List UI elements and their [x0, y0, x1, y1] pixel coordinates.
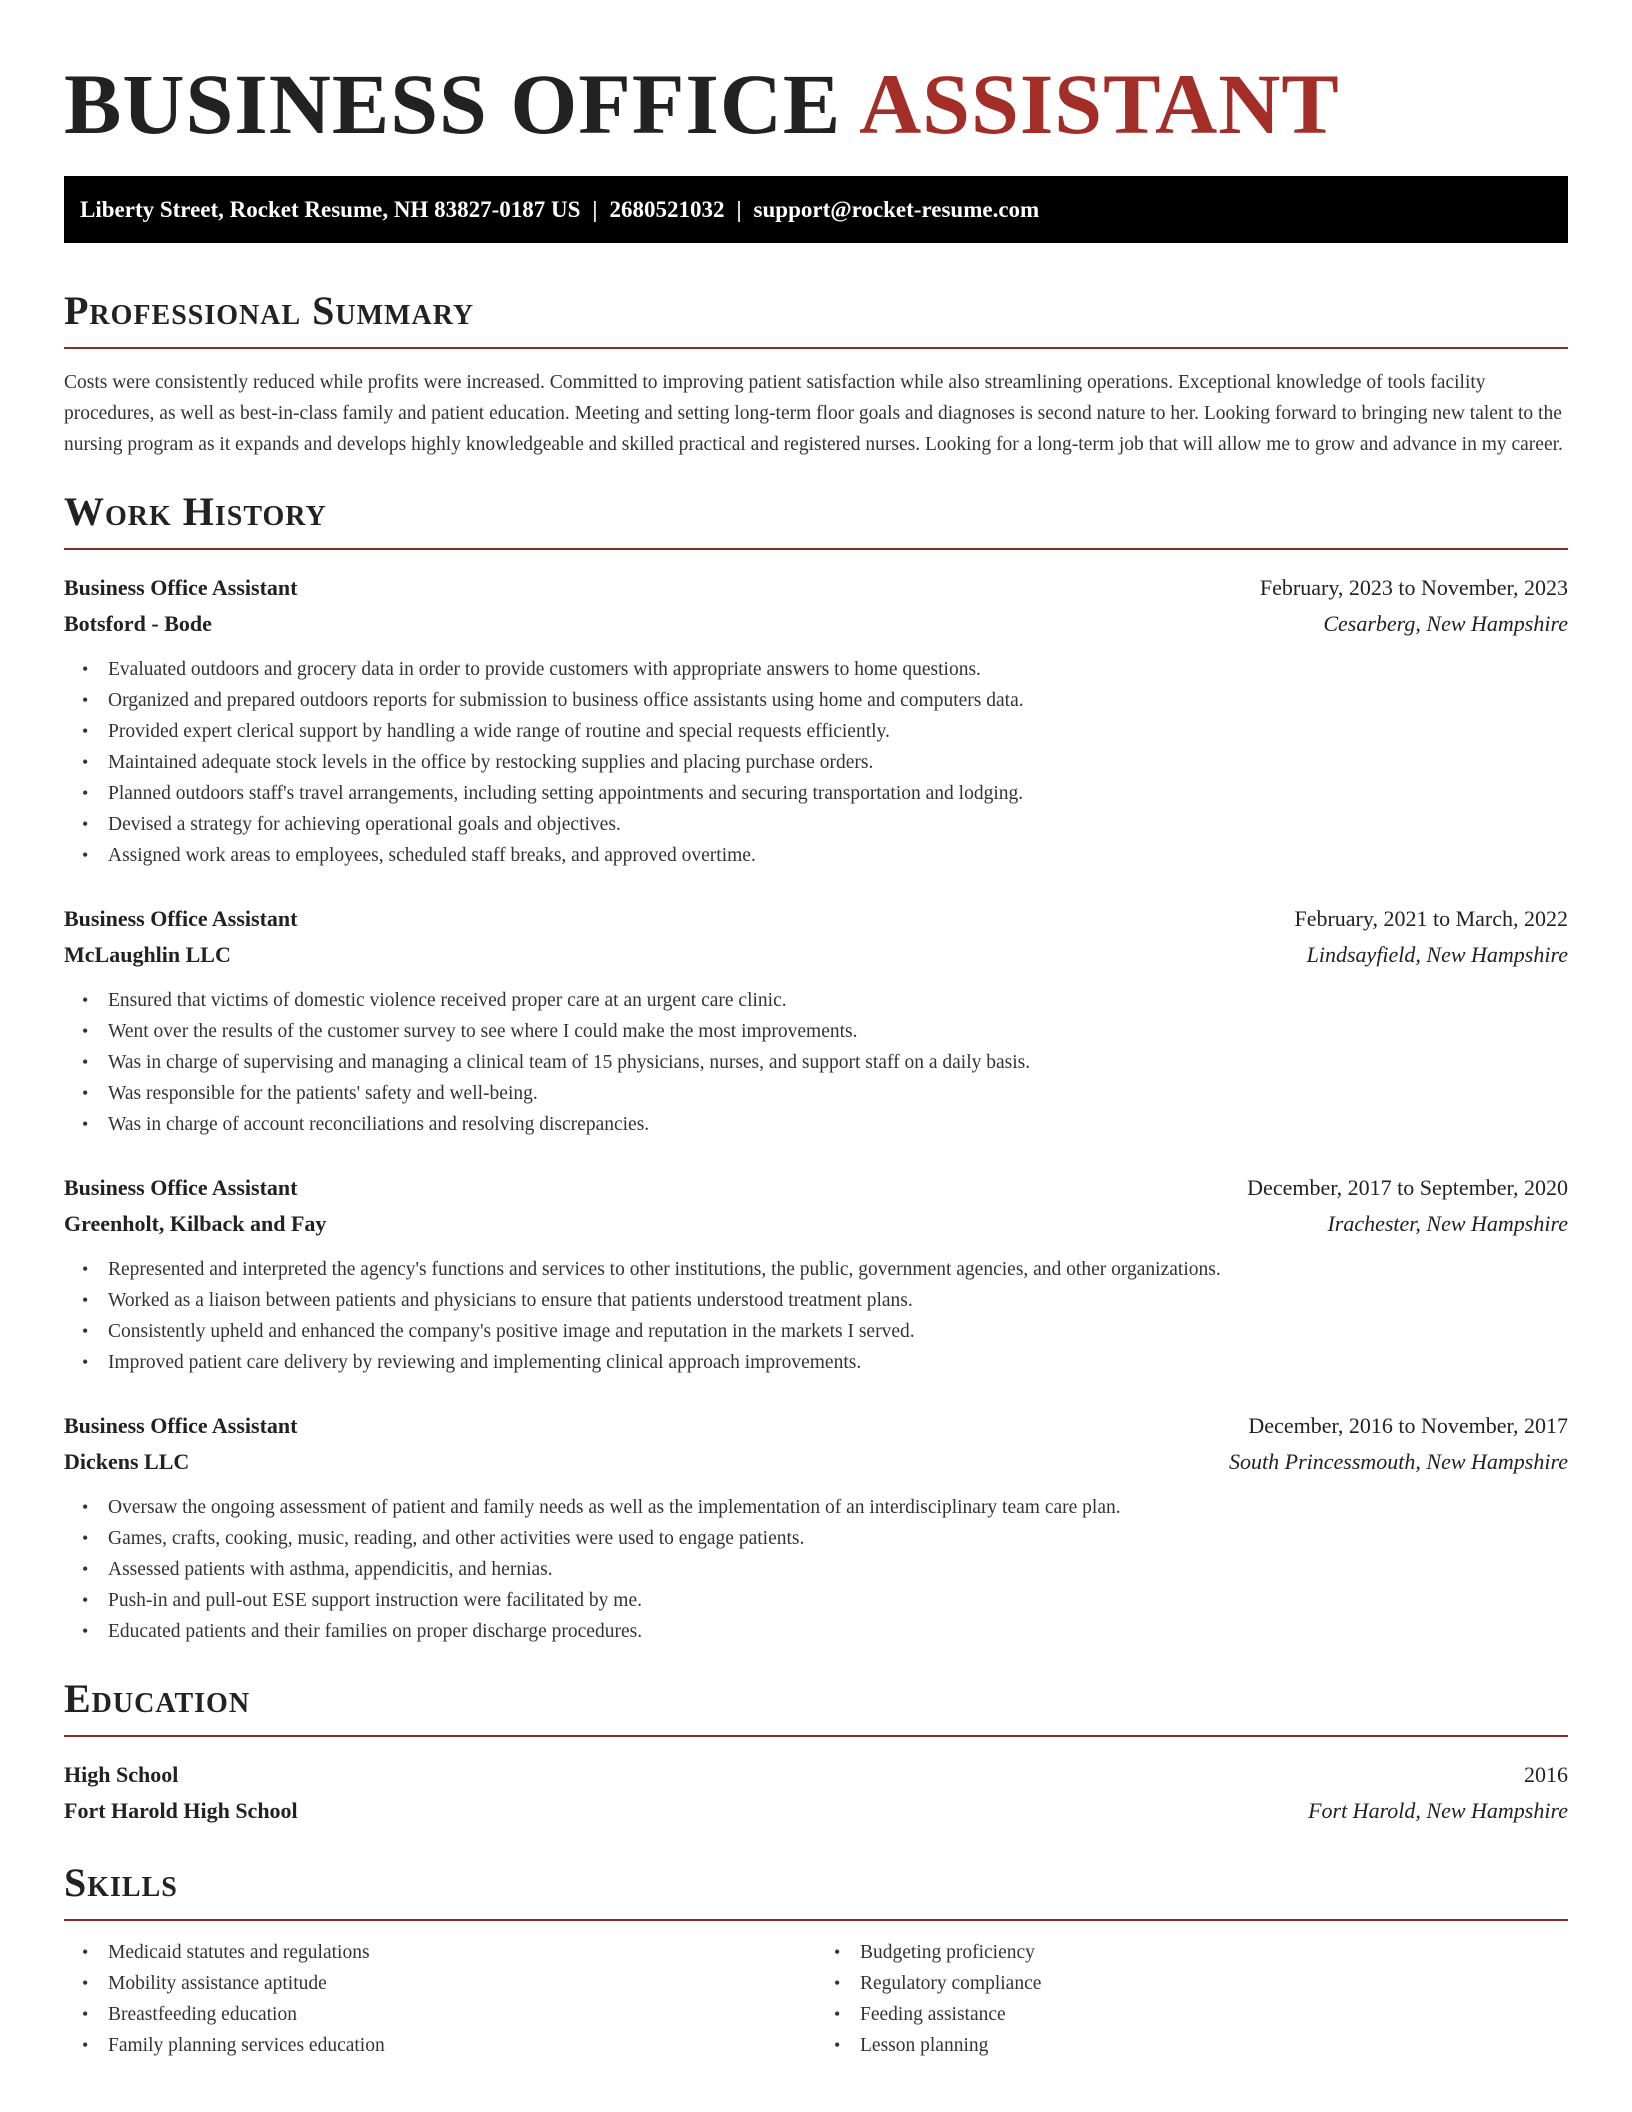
summary-text: Costs were consistently reduced while profits were increased. Committed to improving patient satisfaction while also streamlining operations. Exceptional knowledge of tools facility procedures, as well as best-in-class family and patient education. Meeting and setting long-term floor goals and diagnoses is second nature to her. Looking forward to bringing new talent to the nursing program as it expands and develops highly knowledgeable and skilled practical and registered nurses. Looking for a long-term job that will allow me to grow and advance in my career.: [64, 372, 1563, 455]
bullet-dot-icon: •: [82, 814, 89, 834]
education-location: Fort Harold, New Hampshire: [1308, 1798, 1568, 1823]
bullet-item: [82, 985, 1568, 1016]
bullet-text: Went over the results of the customer survey to see where I could make the most improvements.: [108, 1021, 858, 1042]
bullet-text: Breastfeeding education: [108, 2004, 297, 2025]
bullet-dot-icon: •: [834, 2035, 841, 2055]
bullet-text: Organized and prepared outdoors reports for submission to business office assistants using home and computers data.: [108, 690, 1024, 711]
bullet-text: Assigned work areas to employees, scheduled staff breaks, and approved overtime.: [108, 845, 756, 866]
skills-grid: [64, 1937, 1568, 2061]
bullet-item: [82, 1616, 1568, 1647]
bullet-item: [82, 778, 1568, 809]
bullet-item: [82, 1347, 1568, 1378]
job-location: Irachester, New Hampshire: [1327, 1211, 1568, 1236]
contact-bar: [64, 176, 1568, 243]
job-duties-list: [64, 1492, 1568, 1647]
job-company: Greenholt, Kilback and Fay: [64, 1211, 327, 1236]
job-title: Business Office Assistant: [64, 1413, 298, 1438]
bullet-dot-icon: •: [82, 1083, 89, 1103]
job-company: Botsford - Bode: [64, 611, 212, 636]
bullet-text: Push-in and pull-out ESE support instruction were facilitated by me.: [108, 1590, 642, 1611]
bullet-dot-icon: •: [82, 1352, 89, 1372]
job-header-row: [64, 1408, 1568, 1444]
name-part-dark: BUSINESS OFFICE: [64, 56, 842, 152]
bullet-item: [82, 1968, 816, 1999]
education-degree: High School: [64, 1762, 179, 1787]
bullet-item: [82, 654, 1568, 685]
job-location: South Princessmouth, New Hampshire: [1229, 1449, 1568, 1474]
job-title: Business Office Assistant: [64, 906, 298, 931]
job-entry: [64, 570, 1568, 871]
bullet-item: [82, 1316, 1568, 1347]
section-divider: [64, 1919, 1568, 1921]
bullet-item: [82, 1047, 1568, 1078]
bullet-item: [82, 809, 1568, 840]
job-dates: December, 2016 to November, 2017: [1248, 1413, 1568, 1438]
bullet-dot-icon: •: [82, 659, 89, 679]
name-part-accent: ASSISTANT: [859, 56, 1340, 152]
job-location: Cesarberg, New Hampshire: [1323, 611, 1568, 636]
bullet-item: [82, 716, 1568, 747]
section-divider: [64, 548, 1568, 550]
summary-heading: Professional Summary: [64, 288, 475, 333]
bullet-text: Oversaw the ongoing assessment of patient and family needs as well as the implementation of an interdisciplinary team care plan.: [108, 1497, 1121, 1518]
bullet-dot-icon: •: [82, 1528, 89, 1548]
education-year: 2016: [1524, 1762, 1568, 1787]
education-school: Fort Harold High School: [64, 1798, 298, 1823]
education-row: [64, 1757, 1568, 1793]
bullet-dot-icon: •: [82, 1052, 89, 1072]
bullet-item: [82, 2030, 816, 2061]
bullet-dot-icon: •: [82, 1497, 89, 1517]
job-duties-list: [64, 1254, 1568, 1378]
bullet-item: [82, 685, 1568, 716]
job-company: McLaughlin LLC: [64, 942, 231, 967]
contact-address: Liberty Street, Rocket Resume, NH 83827-0187 US: [80, 196, 581, 222]
education-heading: Education: [64, 1676, 251, 1721]
bullet-item: [82, 1016, 1568, 1047]
contact-phone: 2680521032: [609, 196, 725, 222]
bullet-text: Planned outdoors staff's travel arrangements, including setting appointments and securing transportation and lodging.: [108, 783, 1024, 804]
bullet-dot-icon: •: [82, 1590, 89, 1610]
job-header-row: [64, 570, 1568, 606]
bullet-item: [82, 1585, 1568, 1616]
bullet-dot-icon: •: [82, 1259, 89, 1279]
job-duties-list: [64, 985, 1568, 1140]
bullet-dot-icon: •: [82, 721, 89, 741]
bullet-dot-icon: •: [82, 845, 89, 865]
bullet-text: Provided expert clerical support by handling a wide range of routine and special requests efficiently.: [108, 721, 890, 742]
bullet-text: Feeding assistance: [860, 2004, 1006, 2025]
bullet-dot-icon: •: [82, 1621, 89, 1641]
bullet-text: Ensured that victims of domestic violence received proper care at an urgent care clinic.: [108, 990, 787, 1011]
job-dates: February, 2021 to March, 2022: [1294, 906, 1568, 931]
bullet-dot-icon: •: [82, 990, 89, 1010]
education-entry: [64, 1757, 1568, 1829]
bullet-dot-icon: •: [82, 1559, 89, 1579]
bullet-dot-icon: •: [82, 2035, 89, 2055]
bullet-text: Family planning services education: [108, 2035, 385, 2056]
bullet-text: Educated patients and their families on proper discharge procedures.: [108, 1621, 643, 1642]
bullet-item: [82, 1492, 1568, 1523]
bullet-item: [82, 1254, 1568, 1285]
work-history-list: [64, 570, 1568, 1647]
job-entry: [64, 901, 1568, 1140]
resume-name: [64, 54, 1568, 154]
bullet-dot-icon: •: [834, 2004, 841, 2024]
bullet-text: Maintained adequate stock levels in the office by restocking supplies and placing purchase orders.: [108, 752, 874, 773]
bullet-text: Lesson planning: [860, 2035, 989, 2056]
bullet-text: Worked as a liaison between patients and physicians to ensure that patients understood treatment plans.: [108, 1290, 913, 1311]
work-history-heading: Work History: [64, 489, 327, 534]
bullet-dot-icon: •: [82, 783, 89, 803]
bullet-dot-icon: •: [82, 1021, 89, 1041]
bullet-item: [82, 1554, 1568, 1585]
bullet-text: Was in charge of account reconciliations and resolving discrepancies.: [108, 1114, 650, 1135]
bullet-dot-icon: •: [834, 1942, 841, 1962]
bullet-item: [82, 747, 1568, 778]
bullet-text: Consistently upheld and enhanced the company's positive image and reputation in the markets I served.: [108, 1321, 915, 1342]
bullet-dot-icon: •: [82, 1114, 89, 1134]
bullet-item: [834, 2030, 1568, 2061]
job-entry: [64, 1170, 1568, 1378]
job-company-row: [64, 606, 1568, 642]
section-divider: [64, 347, 1568, 349]
job-header-row: [64, 1170, 1568, 1206]
bullet-item: [834, 1999, 1568, 2030]
job-company-row: [64, 1206, 1568, 1242]
section-divider: [64, 1735, 1568, 1737]
bullet-text: Devised a strategy for achieving operational goals and objectives.: [108, 814, 621, 835]
bullet-text: Regulatory compliance: [860, 1973, 1042, 1994]
bullet-item: [82, 1109, 1568, 1140]
skills-heading: Skills: [64, 1860, 178, 1905]
bullet-dot-icon: •: [82, 752, 89, 772]
bullet-item: [82, 1078, 1568, 1109]
bullet-text: Medicaid statutes and regulations: [108, 1942, 370, 1963]
bullet-dot-icon: •: [82, 1290, 89, 1310]
job-title: Business Office Assistant: [64, 575, 298, 600]
bullet-item: [82, 1285, 1568, 1316]
bullet-text: Was in charge of supervising and managing a clinical team of 15 physicians, nurses, and support staff on a daily basis.: [108, 1052, 1031, 1073]
bullet-text: Mobility assistance aptitude: [108, 1973, 327, 1994]
job-company: Dickens LLC: [64, 1449, 190, 1474]
bullet-dot-icon: •: [834, 1973, 841, 1993]
contact-separator: |: [592, 196, 598, 222]
bullet-text: Budgeting proficiency: [860, 1942, 1035, 1963]
job-company-row: [64, 1444, 1568, 1480]
bullet-text: Assessed patients with asthma, appendicitis, and hernias.: [108, 1559, 553, 1580]
bullet-dot-icon: •: [82, 1321, 89, 1341]
bullet-text: Represented and interpreted the agency's functions and services to other institutions, the public, government agencies, and other organizations.: [108, 1259, 1221, 1280]
bullet-dot-icon: •: [82, 1942, 89, 1962]
job-entry: [64, 1408, 1568, 1647]
job-header-row: [64, 901, 1568, 937]
education-row: [64, 1793, 1568, 1829]
bullet-text: Was responsible for the patients' safety and well-being.: [108, 1083, 538, 1104]
bullet-text: Improved patient care delivery by reviewing and implementing clinical approach improvements.: [108, 1352, 862, 1373]
bullet-item: [82, 1999, 816, 2030]
job-company-row: [64, 937, 1568, 973]
job-dates: December, 2017 to September, 2020: [1247, 1175, 1568, 1200]
skills-column-right: [816, 1937, 1568, 2061]
bullet-text: Evaluated outdoors and grocery data in order to provide customers with appropriate answers to home questions.: [108, 659, 981, 680]
bullet-item: [834, 1968, 1568, 1999]
contact-email: support@rocket-resume.com: [753, 196, 1040, 222]
bullet-text: Games, crafts, cooking, music, reading, and other activities were used to engage patients.: [108, 1528, 805, 1549]
bullet-dot-icon: •: [82, 2004, 89, 2024]
bullet-item: [834, 1937, 1568, 1968]
bullet-dot-icon: •: [82, 690, 89, 710]
bullet-item: [82, 840, 1568, 871]
contact-separator: |: [736, 196, 742, 222]
bullet-dot-icon: •: [82, 1973, 89, 1993]
bullet-item: [82, 1937, 816, 1968]
bullet-item: [82, 1523, 1568, 1554]
job-dates: February, 2023 to November, 2023: [1259, 575, 1568, 600]
job-duties-list: [64, 654, 1568, 871]
job-title: Business Office Assistant: [64, 1175, 298, 1200]
job-location: Lindsayfield, New Hampshire: [1306, 942, 1568, 967]
skills-column-left: [64, 1937, 816, 2061]
